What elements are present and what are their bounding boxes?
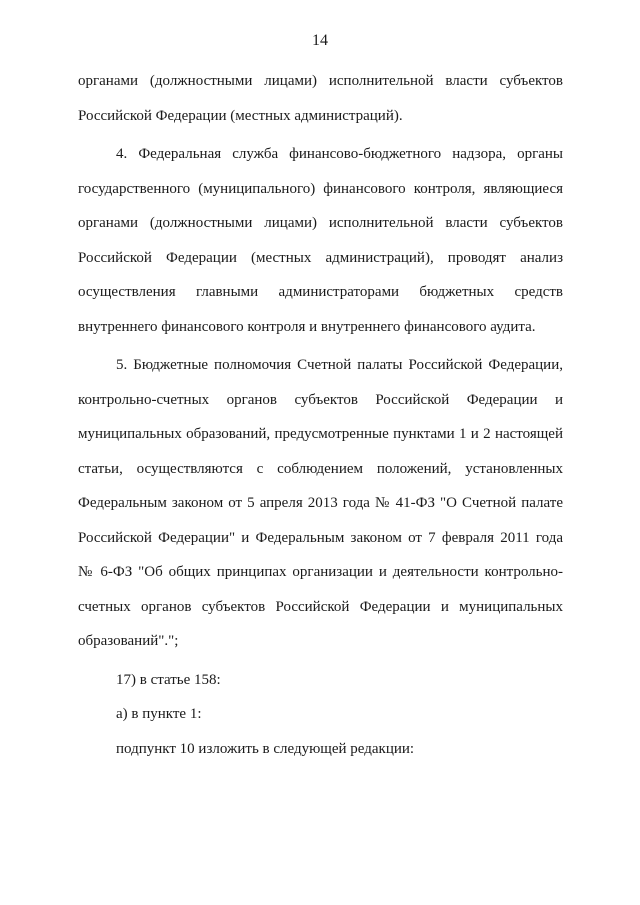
text-line: счетных органов субъектов Российской Федерации и муниципальных (78, 598, 563, 615)
paragraph-5 (78, 697, 563, 732)
paragraph-2 (78, 137, 563, 344)
paragraph-4 (78, 663, 563, 698)
text-line: подпункт 10 изложить в следующей редакции: (116, 740, 415, 757)
page-number: 14 (312, 32, 328, 49)
text-line: 5. Бюджетные полномочия Счетной палаты Российской Федерации, (116, 357, 563, 373)
text-line: Российской Федерации (местных администраций). (78, 107, 403, 124)
text-line: образований"."; (78, 633, 179, 649)
text-line: Федеральным законом от 5 апреля 2013 года № 41-ФЗ "О Счетной палате (78, 495, 563, 511)
paragraph-1 (78, 64, 563, 133)
text-line: 4. Федеральная служба финансово-бюджетного надзора, органы (116, 146, 563, 162)
text-line: 17) в статье 158: (116, 671, 221, 688)
text-line: контрольно-счетных органов субъектов Российской Федерации и (78, 391, 563, 408)
text-line: муниципальных образований, предусмотренные пунктами 1 и 2 настоящей (78, 426, 563, 442)
text-line: органами (должностными лицами) исполнительной власти субъектов (78, 215, 563, 231)
text-line: органами (должностными лицами) исполнительной власти субъектов (78, 73, 563, 89)
text-line: Российской Федерации" и Федеральным законом от 7 февраля 2011 года (78, 529, 563, 546)
text-line: осуществления главными администраторами бюджетных средств (78, 284, 563, 300)
text-line: № 6-ФЗ "Об общих принципах организации и деятельности контрольно- (78, 564, 563, 580)
paragraph-3 (78, 348, 563, 659)
text-line: статьи, осуществляются с соблюдением положений, установленных (78, 460, 563, 477)
document-body (78, 64, 563, 766)
paragraph-6 (78, 732, 563, 767)
text-line: государственного (муниципального) финансового контроля, являющиеся (78, 180, 563, 197)
text-line: Российской Федерации (местных администраций), проводят анализ (78, 249, 563, 266)
text-line: а) в пункте 1: (116, 706, 202, 722)
text-line: внутреннего финансового контроля и внутреннего финансового аудита. (78, 318, 536, 335)
